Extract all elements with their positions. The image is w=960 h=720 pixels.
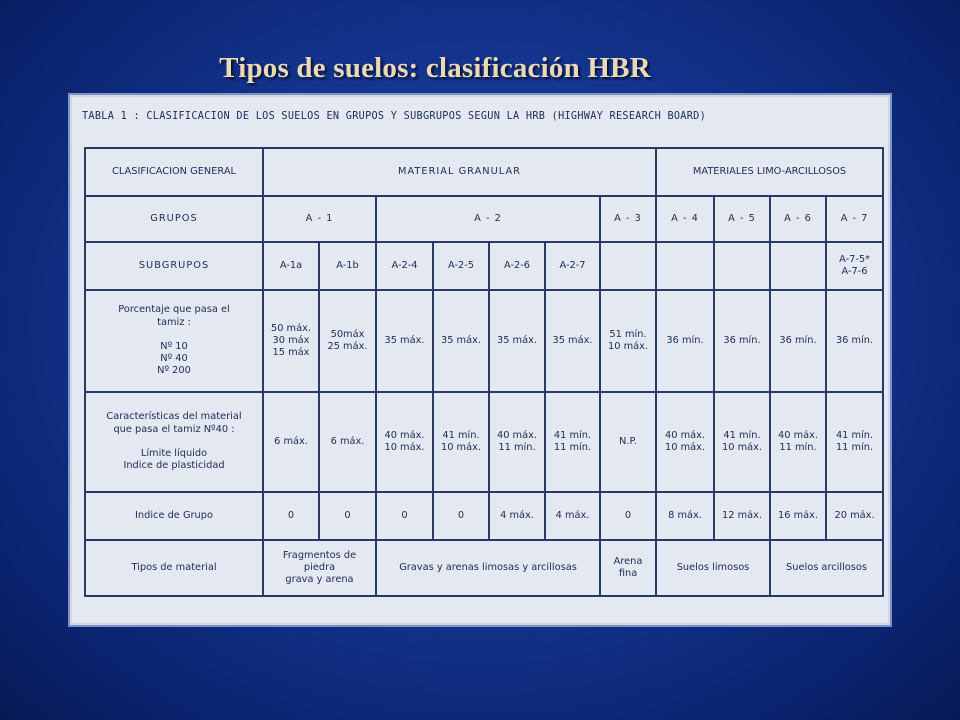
material-type-a4-a5: Suelos limosos — [656, 540, 770, 596]
properties-a26: 40 máx. 11 mín. — [489, 392, 545, 492]
group-index-a4: 8 máx. — [656, 492, 714, 540]
passing-a1b: 50máx 25 máx. — [319, 290, 376, 392]
groups-label: GRUPOS — [85, 196, 263, 242]
material-types-label: Tipos de material — [85, 540, 263, 596]
subgroup-a4-empty — [656, 242, 714, 290]
properties-a27: 41 mín. 11 mín. — [545, 392, 600, 492]
group-index-a1a: 0 — [263, 492, 319, 540]
group-a3: A - 3 — [600, 196, 656, 242]
properties-a3: N.P. — [600, 392, 656, 492]
table-row-groups — [85, 196, 883, 242]
general-classification-label: CLASIFICACION GENERAL — [85, 148, 263, 196]
properties-a6: 40 máx. 11 mín. — [770, 392, 826, 492]
table-image-frame — [68, 93, 892, 627]
material-type-a2: Gravas y arenas limosas y arcillosas — [376, 540, 600, 596]
table-row-properties — [85, 392, 883, 492]
group-a5: A - 5 — [714, 196, 770, 242]
passing-a6: 36 mín. — [770, 290, 826, 392]
subgroup-a6-empty — [770, 242, 826, 290]
slide-title: Tipos de suelos: clasificación HBR — [219, 52, 651, 84]
passing-a7: 36 mín. — [826, 290, 883, 392]
group-a2: A - 2 — [376, 196, 600, 242]
table-row-material-types — [85, 540, 883, 596]
passing-a5: 36 mín. — [714, 290, 770, 392]
group-index-a25: 0 — [433, 492, 489, 540]
passing-a1a: 50 máx. 30 máx 15 máx — [263, 290, 319, 392]
properties-a24: 40 máx. 10 máx. — [376, 392, 433, 492]
properties-a25: 41 mín. 10 máx. — [433, 392, 489, 492]
table-row-passing — [85, 290, 883, 392]
group-index-a5: 12 máx. — [714, 492, 770, 540]
properties-a4: 40 máx. 10 máx. — [656, 392, 714, 492]
table-row-subgroups — [85, 242, 883, 290]
group-index-a26: 4 máx. — [489, 492, 545, 540]
properties-a7: 41 mín. 11 mín. — [826, 392, 883, 492]
subgroup-a1b: A-1b — [319, 242, 376, 290]
subgroup-a27: A-2-7 — [545, 242, 600, 290]
granular-material-header: MATERIAL GRANULAR — [263, 148, 656, 196]
subgroup-a1a: A-1a — [263, 242, 319, 290]
group-index-label: Indice de Grupo — [85, 492, 263, 540]
passing-a26: 35 máx. — [489, 290, 545, 392]
group-index-a24: 0 — [376, 492, 433, 540]
group-a1: A - 1 — [263, 196, 376, 242]
group-a7: A - 7 — [826, 196, 883, 242]
group-index-a6: 16 máx. — [770, 492, 826, 540]
subgroup-a5-empty — [714, 242, 770, 290]
hrb-classification-table — [84, 147, 884, 597]
properties-a1b: 6 máx. — [319, 392, 376, 492]
material-properties-label: Características del material que pasa el tamiz Nº40 : Límite líquido Indice de plasticidad — [85, 392, 263, 492]
table-row-general — [85, 148, 883, 196]
subgroup-a26: A-2-6 — [489, 242, 545, 290]
group-a6: A - 6 — [770, 196, 826, 242]
group-a4: A - 4 — [656, 196, 714, 242]
material-type-a6-a7: Suelos arcillosos — [770, 540, 883, 596]
properties-a1a: 6 máx. — [263, 392, 319, 492]
passing-a3: 51 mín. 10 máx. — [600, 290, 656, 392]
subgroup-a3-empty — [600, 242, 656, 290]
table-row-group-index — [85, 492, 883, 540]
passing-a24: 35 máx. — [376, 290, 433, 392]
table-caption: TABLA 1 : CLASIFICACION DE LOS SUELOS EN GRUPOS Y SUBGRUPOS SEGUN LA HRB (HIGHWAY RESEARCH BOARD) — [82, 111, 707, 122]
group-index-a3: 0 — [600, 492, 656, 540]
material-type-a3: Arena fina — [600, 540, 656, 596]
scanned-sheet — [72, 97, 888, 623]
group-index-a1b: 0 — [319, 492, 376, 540]
properties-a5: 41 mín. 10 máx. — [714, 392, 770, 492]
subgroup-a24: A-2-4 — [376, 242, 433, 290]
passing-a27: 35 máx. — [545, 290, 600, 392]
group-index-a27: 4 máx. — [545, 492, 600, 540]
subgroup-a7: A-7-5* A-7-6 — [826, 242, 883, 290]
passing-sieve-label: Porcentaje que pasa el tamiz : Nº 10 Nº 40 Nº 200 — [85, 290, 263, 392]
passing-a4: 36 mín. — [656, 290, 714, 392]
subgroups-label: SUBGRUPOS — [85, 242, 263, 290]
group-index-a7: 20 máx. — [826, 492, 883, 540]
material-type-a1: Fragmentos de piedra grava y arena — [263, 540, 376, 596]
subgroup-a25: A-2-5 — [433, 242, 489, 290]
silt-clay-header: MATERIALES LIMO-ARCILLOSOS — [656, 148, 883, 196]
passing-a25: 35 máx. — [433, 290, 489, 392]
